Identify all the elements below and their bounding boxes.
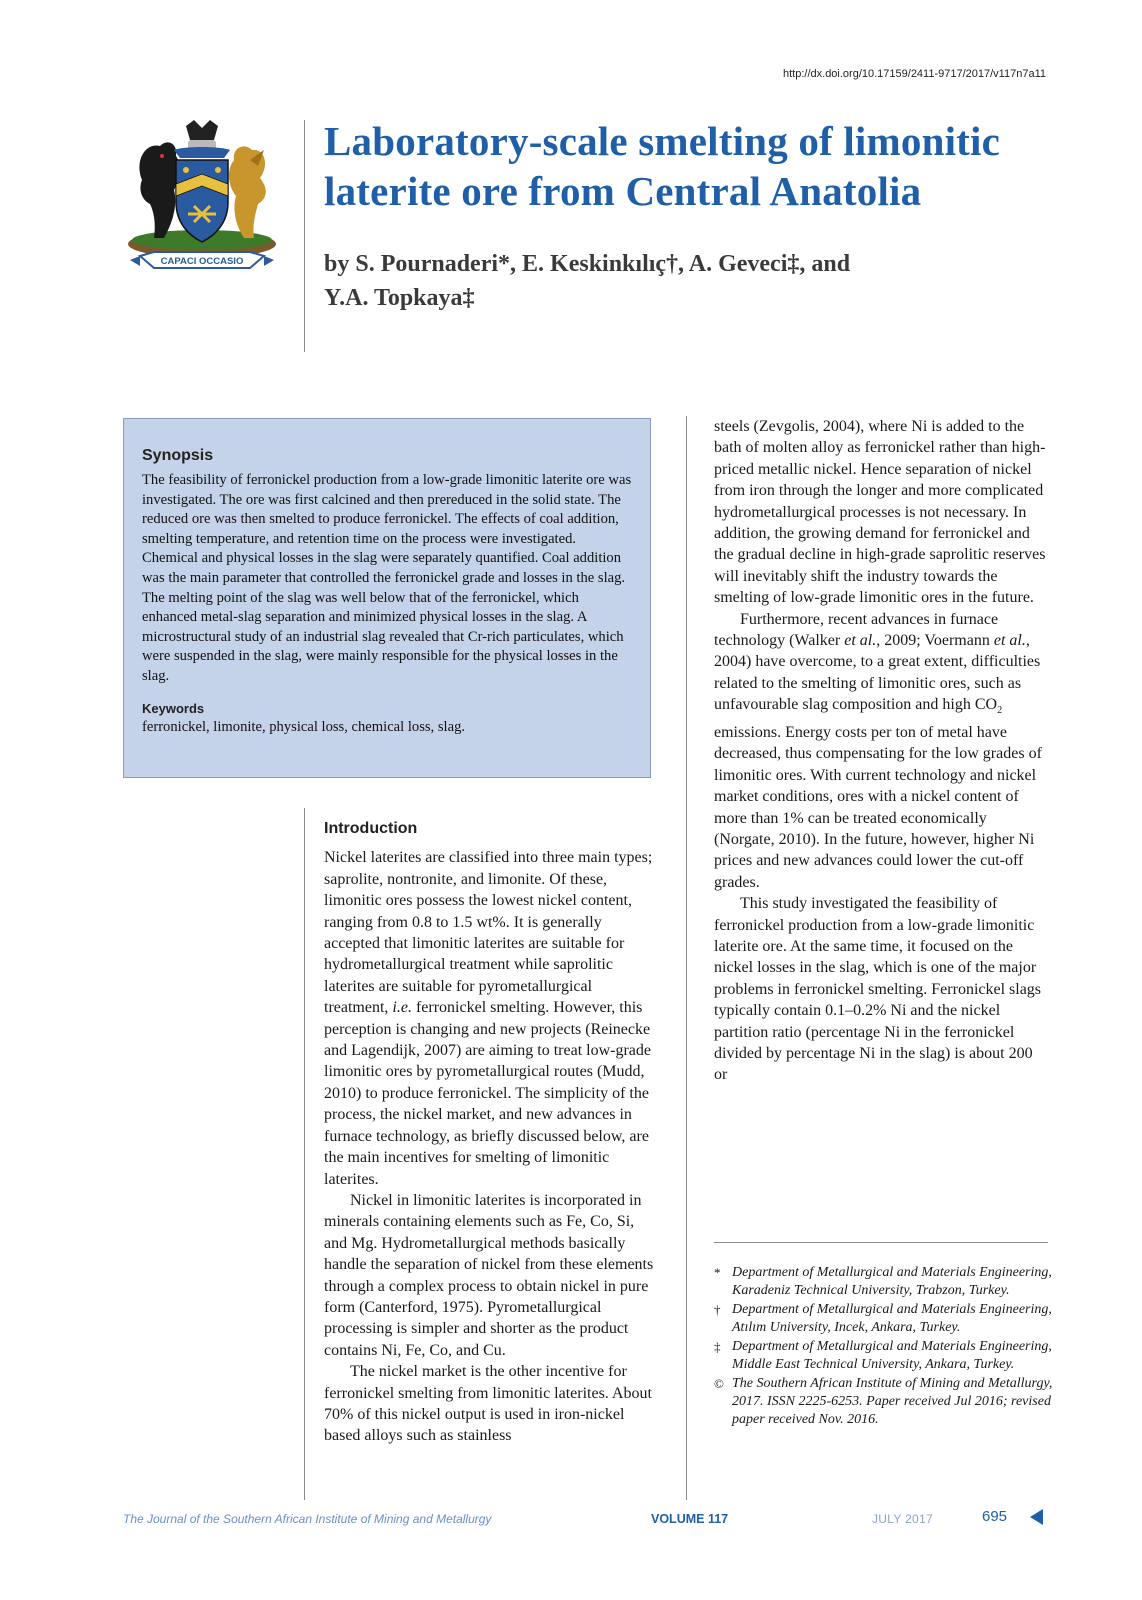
column-divider-middle — [686, 416, 687, 1500]
page-marker-triangle-icon — [1030, 1509, 1043, 1525]
footer-page-number: 695 — [982, 1508, 1008, 1525]
footnote-divider — [714, 1242, 1048, 1243]
footer-date: JULY 2017 — [872, 1512, 933, 1526]
synopsis-text: The feasibility of ferronickel production from a low-grade limonitic laterite ore was investigated. The ore was first calcined and then prereduced in the solid state. The reduced ore was then smelted to produce ferronickel. The effects of coal addition, smelting temperature, and retention time on the process were investigated. Chemical and physical losses in the slag were separately quantified. Coal addition was the main parameter that controlled the ferronickel grade and losses in the slag. The melting point of the slag was well below that of the ferronickel, which enhanced metal-slag separation and minimized physical losses in the slag. A microstructural study of an industrial slag revealed that Cr-rich particulates, which were suspended in the slag, were mainly responsible for the physical losses in the slag. — [142, 472, 632, 684]
footer-volume: VOLUME 117 — [651, 1512, 729, 1526]
footnote-item: © The Southern African Institute of Mining and Metallurgy, 2017. ISSN 2225-6253. Paper received Jul 2016; revised paper received Nov. 2016. — [714, 1376, 1053, 1427]
right-paragraph-1: steels (Zevgolis, 2004), where Ni is added to the bath of molten alloy as ferronickel rather than high-priced metallic nickel. Hence separation of nickel from iron through the longer and more complicated hydrometallurgical processes is not necessary. In addition, the growing demand for ferronickel and the gradual decline in high-grade saprolitic reserves will inevitably shift the industry towards the smelting of low-grade limonitic ores in the future. — [714, 418, 1046, 607]
header-divider — [304, 120, 305, 352]
synopsis-heading: Synopsis — [142, 447, 214, 464]
intro-paragraph-3: The nickel market is the other incentive for ferronickel smelting from limonitic laterites. About 70% of this nickel output is used in iron-nickel based alloys such as stainless — [324, 1363, 652, 1445]
right-paragraph-3: This study investigated the feasibility of ferronickel production from a low-grade limonitic laterite ore. At the same time, it focused on the nickel losses in the slag, which is one of the major problems in ferronickel smelting. Ferronickel slags typically contain 0.1–0.2% Ni and the nickel partition ratio (percentage Ni in the ferronickel divided by percentage Ni in the slag) is about 200 or — [714, 895, 1042, 1084]
synopsis-box — [123, 418, 651, 778]
article-title: Laboratory-scale smelting of limonitic laterite ore from Central Anatolia — [324, 118, 1001, 214]
footnote-item: † Department of Metallurgical and Materials Engineering, Atılım University, Incek, Ankara, Turkey. — [714, 1302, 1052, 1335]
right-paragraph-2: Furthermore, recent advances in furnace technology (Walker et al., 2009; Voermann et al., 2004) have overcome, to a great extent, difficulties related to the smelting of limonitic ores, such as unfavourable slag composition and high $CO_2$ emissions. Energy costs per ton of metal have decreased, thus compensating for the low grades of limonitic ores. With current technology and nickel market conditions, ores with a nickel content of more than 1% can be treated economically (Norgate, 2010). In the future, however, higher Ni prices and new advances could lower the cut-off grades. — [714, 610, 1042, 891]
introduction-column — [324, 818, 658, 1447]
authors-line-1: by S. Pournaderi*, E. Keskinkılıç†, A. Geveci‡, and — [324, 251, 851, 277]
keywords-text: ferronickel, limonite, physical loss, chemical loss, slag. — [142, 718, 466, 735]
introduction-heading: Introduction — [324, 820, 418, 837]
affiliation-footnotes — [714, 1264, 1054, 1430]
column-divider-left — [304, 808, 305, 1500]
keywords-heading: Keywords — [142, 700, 205, 716]
authors-line-2: Y.A. Topkaya‡ — [324, 285, 475, 311]
intro-paragraph-2: Nickel in limonitic laterites is incorporated in minerals containing elements such as Fe, Co, Si, and Mg. Hydrometallurgical methods basically handle the separation of nickel from these elements through a complex process to obtain nickel in pure form (Canterford, 1975). Pyrometallurgical processing is simpler and shorter as the product contains Ni, Fe, Co, and Cu. — [324, 1191, 654, 1359]
institute-crest-logo — [124, 120, 280, 288]
right-text-column — [714, 416, 1048, 1086]
crest-motto: CAPACI OCCASIO — [160, 256, 244, 267]
intro-paragraph-1: Nickel laterites are classified into three main types; saprolite, nontronite, and limonite. Of these, limonitic ores possess the lowest nickel content, ranging from 0.8 to 1.5 wt%. It is generally accepted that limonitic laterites are suitable for hydrometallurgical treatment while saprolitic laterites are suitable for pyrometallurgical treatment, i.e. ferronickel smelting. However, this perception is changing and new projects (Reinecke and Lagendijk, 2007) are aiming to treat low-grade limonitic ores by pyrometallurgical routes (Mudd, 2010) to produce ferronickel. The simplicity of the process, the nickel market, and new advances in furnace technology, as briefly discussed below, are the main incentives for smelting of limonitic laterites. — [324, 849, 653, 1188]
footnote-item: ‡ Department of Metallurgical and Materials Engineering, Middle East Technical University, Ankara, Turkey. — [714, 1339, 1052, 1372]
footer-journal-name: The Journal of the Southern African Institute of Mining and Metallurgy — [123, 1512, 492, 1526]
author-byline — [324, 247, 964, 315]
footnote-item: * Department of Metallurgical and Materials Engineering, Karadeniz Technical University, Trabzon, Turkey. — [714, 1265, 1052, 1298]
doi-link[interactable]: http://dx.doi.org/10.17159/2411-9717/2017/v117n7a11 — [783, 68, 1046, 80]
